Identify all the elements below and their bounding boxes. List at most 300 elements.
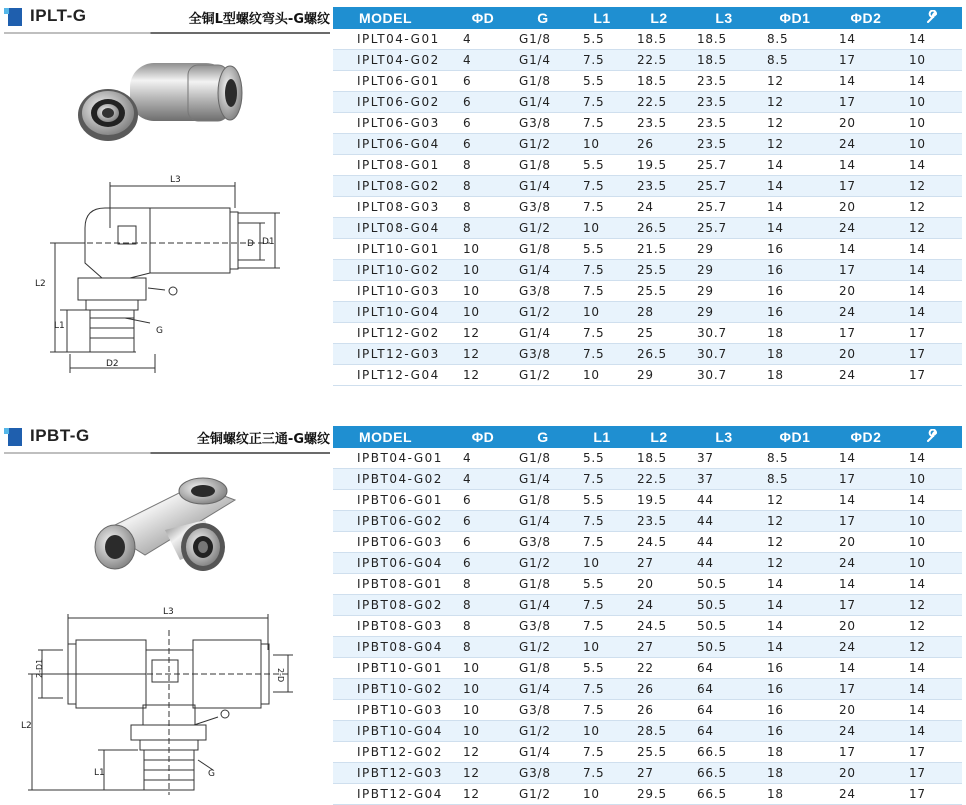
- spec-cell: 18: [759, 742, 831, 763]
- spec-cell: 30.7: [689, 365, 759, 386]
- spec-cell: 24: [831, 553, 901, 574]
- spec-cell: 14: [901, 679, 962, 700]
- table-row: [333, 679, 962, 700]
- model-cell: IPLT12-G02: [333, 323, 455, 344]
- spec-cell: 7.5: [575, 616, 629, 637]
- model-cell: IPBT08-G02: [333, 595, 455, 616]
- spec-cell: 10: [575, 721, 629, 742]
- spec-cell: 24: [831, 134, 901, 155]
- spec-cell: 5.5: [575, 448, 629, 469]
- spec-cell: 26: [629, 700, 689, 721]
- dim-label-d2: D2: [106, 359, 119, 369]
- table-row: [333, 71, 962, 92]
- model-cell: IPLT12-G04: [333, 365, 455, 386]
- spec-cell: 7.5: [575, 742, 629, 763]
- model-cell: IPLT08-G02: [333, 176, 455, 197]
- section-title: IPLT-G: [30, 6, 87, 25]
- table-row: [333, 784, 962, 805]
- spec-cell: 12: [901, 637, 962, 658]
- wrench-icon: [901, 426, 962, 448]
- spec-cell: 25.5: [629, 742, 689, 763]
- spec-cell: 6: [455, 511, 511, 532]
- spec-cell: G1/8: [511, 658, 575, 679]
- model-cell: IPLT10-G04: [333, 302, 455, 323]
- spec-cell: 14: [759, 197, 831, 218]
- spec-cell: 19.5: [629, 490, 689, 511]
- section-title: IPBT-G: [30, 426, 90, 445]
- spec-cell: 6: [455, 92, 511, 113]
- spec-cell: 20: [831, 700, 901, 721]
- column-header: ΦD2: [831, 426, 901, 448]
- spec-cell: 8: [455, 595, 511, 616]
- spec-cell: 6: [455, 134, 511, 155]
- spec-cell: 24.5: [629, 532, 689, 553]
- spec-cell: G1/4: [511, 595, 575, 616]
- spec-cell: 44: [689, 532, 759, 553]
- spec-cell: 10: [455, 239, 511, 260]
- spec-cell: 7.5: [575, 281, 629, 302]
- table-row: [333, 197, 962, 218]
- spec-table-ipbt: [333, 426, 962, 805]
- spec-cell: G3/8: [511, 532, 575, 553]
- table-row: [333, 176, 962, 197]
- dim-label-g: G: [208, 769, 215, 779]
- model-cell: IPBT12-G04: [333, 784, 455, 805]
- table-header-row: [333, 426, 962, 448]
- spec-cell: 5.5: [575, 574, 629, 595]
- spec-cell: G1/2: [511, 637, 575, 658]
- spec-cell: 17: [901, 365, 962, 386]
- column-header: ΦD: [455, 7, 511, 29]
- spec-cell: G1/2: [511, 365, 575, 386]
- spec-cell: 14: [831, 448, 901, 469]
- spec-cell: 10: [455, 260, 511, 281]
- table-row: [333, 302, 962, 323]
- spec-cell: 10: [901, 532, 962, 553]
- spec-cell: 21.5: [629, 239, 689, 260]
- spec-cell: 10: [575, 365, 629, 386]
- model-cell: IPBT06-G04: [333, 553, 455, 574]
- spec-cell: 26.5: [629, 344, 689, 365]
- spec-cell: 12: [455, 784, 511, 805]
- spec-cell: 14: [759, 595, 831, 616]
- spec-cell: 17: [831, 469, 901, 490]
- column-header: L1: [575, 426, 629, 448]
- spec-cell: 17: [831, 679, 901, 700]
- section-marker-icon: [4, 428, 22, 446]
- spec-cell: 10: [455, 658, 511, 679]
- spec-cell: 12: [455, 742, 511, 763]
- column-header: MODEL: [333, 426, 455, 448]
- model-cell: IPBT08-G01: [333, 574, 455, 595]
- spec-cell: 23.5: [689, 71, 759, 92]
- model-cell: IPBT08-G03: [333, 616, 455, 637]
- spec-cell: 14: [901, 448, 962, 469]
- dim-label-g: G: [156, 326, 163, 336]
- spec-cell: 50.5: [689, 595, 759, 616]
- spec-cell: 18: [759, 323, 831, 344]
- spec-cell: 5.5: [575, 71, 629, 92]
- spec-cell: 66.5: [689, 742, 759, 763]
- spec-cell: 24: [831, 365, 901, 386]
- spec-cell: 14: [831, 574, 901, 595]
- spec-cell: 4: [455, 29, 511, 50]
- spec-cell: 7.5: [575, 700, 629, 721]
- spec-cell: 10: [901, 469, 962, 490]
- spec-cell: 4: [455, 469, 511, 490]
- model-cell: IPLT04-G02: [333, 50, 455, 71]
- model-cell: IPBT12-G02: [333, 742, 455, 763]
- spec-cell: 17: [831, 260, 901, 281]
- spec-cell: 14: [901, 700, 962, 721]
- wrench-icon: [901, 7, 962, 29]
- spec-cell: G1/8: [511, 155, 575, 176]
- spec-cell: 14: [759, 574, 831, 595]
- spec-cell: 27: [629, 763, 689, 784]
- spec-cell: 18: [759, 365, 831, 386]
- spec-cell: G1/8: [511, 574, 575, 595]
- spec-cell: G3/8: [511, 344, 575, 365]
- spec-cell: 29: [629, 365, 689, 386]
- spec-cell: 16: [759, 679, 831, 700]
- spec-cell: 10: [901, 50, 962, 71]
- table-row: [333, 511, 962, 532]
- spec-cell: G1/8: [511, 490, 575, 511]
- spec-cell: 25.7: [689, 197, 759, 218]
- spec-cell: 16: [759, 302, 831, 323]
- spec-cell: 19.5: [629, 155, 689, 176]
- spec-cell: 14: [901, 574, 962, 595]
- spec-cell: 18.5: [629, 29, 689, 50]
- spec-cell: 25.7: [689, 155, 759, 176]
- spec-cell: 6: [455, 532, 511, 553]
- spec-cell: 20: [831, 763, 901, 784]
- spec-cell: 12: [455, 763, 511, 784]
- spec-cell: 22.5: [629, 50, 689, 71]
- spec-cell: 18.5: [689, 29, 759, 50]
- spec-cell: 5.5: [575, 155, 629, 176]
- spec-cell: 12: [759, 553, 831, 574]
- spec-cell: 5.5: [575, 29, 629, 50]
- spec-cell: 26.5: [629, 218, 689, 239]
- spec-cell: 14: [759, 616, 831, 637]
- spec-cell: 10: [901, 134, 962, 155]
- spec-cell: 17: [831, 742, 901, 763]
- spec-cell: 8.5: [759, 29, 831, 50]
- spec-cell: 14: [901, 239, 962, 260]
- section-subtitle: 全铜螺纹正三通-G螺纹: [196, 432, 330, 447]
- column-header: L2: [629, 426, 689, 448]
- model-cell: IPLT06-G04: [333, 134, 455, 155]
- column-header: G: [511, 7, 575, 29]
- dim-label-2-d: 2-D: [276, 668, 285, 683]
- column-header: MODEL: [333, 7, 455, 29]
- spec-cell: 6: [455, 71, 511, 92]
- spec-cell: G1/8: [511, 448, 575, 469]
- table-row: [333, 490, 962, 511]
- spec-cell: 22: [629, 658, 689, 679]
- table-row: [333, 239, 962, 260]
- spec-cell: 64: [689, 721, 759, 742]
- table-row: [333, 92, 962, 113]
- table-row: [333, 50, 962, 71]
- model-cell: IPBT10-G01: [333, 658, 455, 679]
- spec-cell: 8.5: [759, 448, 831, 469]
- spec-cell: 12: [901, 595, 962, 616]
- dim-label-l2: L2: [35, 279, 46, 289]
- spec-cell: 25: [629, 323, 689, 344]
- spec-cell: G1/8: [511, 29, 575, 50]
- spec-cell: 17: [831, 176, 901, 197]
- model-cell: IPBT06-G03: [333, 532, 455, 553]
- model-cell: IPLT06-G01: [333, 71, 455, 92]
- spec-cell: 25.7: [689, 218, 759, 239]
- product-photo-tee: [85, 475, 265, 585]
- spec-cell: 23.5: [689, 134, 759, 155]
- spec-cell: 10: [901, 113, 962, 134]
- spec-cell: 12: [759, 113, 831, 134]
- spec-cell: G3/8: [511, 700, 575, 721]
- spec-cell: 12: [455, 365, 511, 386]
- spec-cell: 23.5: [689, 92, 759, 113]
- spec-cell: 18.5: [629, 71, 689, 92]
- column-header: L3: [689, 426, 759, 448]
- spec-cell: 20: [831, 113, 901, 134]
- spec-cell: 18.5: [629, 448, 689, 469]
- model-cell: IPBT10-G02: [333, 679, 455, 700]
- spec-cell: 17: [901, 344, 962, 365]
- table-row: [333, 658, 962, 679]
- spec-cell: G1/8: [511, 239, 575, 260]
- spec-cell: G1/2: [511, 218, 575, 239]
- model-cell: IPBT12-G03: [333, 763, 455, 784]
- table-row: [333, 448, 962, 469]
- spec-cell: 29: [689, 239, 759, 260]
- spec-cell: 37: [689, 469, 759, 490]
- spec-cell: 10: [455, 700, 511, 721]
- spec-cell: 4: [455, 50, 511, 71]
- spec-cell: 16: [759, 239, 831, 260]
- spec-cell: 10: [575, 637, 629, 658]
- spec-cell: 16: [759, 721, 831, 742]
- spec-cell: 24: [831, 302, 901, 323]
- spec-cell: 25.7: [689, 176, 759, 197]
- spec-cell: 14: [759, 155, 831, 176]
- spec-cell: 18.5: [689, 50, 759, 71]
- spec-cell: 14: [831, 658, 901, 679]
- dim-label-d: D: [247, 239, 254, 249]
- spec-cell: 30.7: [689, 323, 759, 344]
- spec-cell: 20: [831, 532, 901, 553]
- spec-cell: 25.5: [629, 281, 689, 302]
- spec-cell: 5.5: [575, 239, 629, 260]
- spec-cell: 17: [901, 784, 962, 805]
- spec-cell: 14: [901, 281, 962, 302]
- spec-cell: 16: [759, 260, 831, 281]
- table-row: [333, 155, 962, 176]
- spec-cell: 7.5: [575, 469, 629, 490]
- column-header: ΦD1: [759, 7, 831, 29]
- spec-cell: 14: [901, 721, 962, 742]
- table-row: [333, 595, 962, 616]
- table-row: [333, 281, 962, 302]
- spec-cell: 14: [901, 260, 962, 281]
- model-cell: IPLT08-G03: [333, 197, 455, 218]
- spec-cell: 50.5: [689, 616, 759, 637]
- spec-cell: 27: [629, 637, 689, 658]
- spec-cell: 14: [759, 637, 831, 658]
- spec-cell: 14: [901, 490, 962, 511]
- model-cell: IPBT06-G02: [333, 511, 455, 532]
- table-row: [333, 574, 962, 595]
- table-row: [333, 763, 962, 784]
- spec-cell: 20: [831, 616, 901, 637]
- spec-cell: 7.5: [575, 595, 629, 616]
- spec-cell: G1/4: [511, 50, 575, 71]
- spec-cell: 17: [831, 50, 901, 71]
- spec-cell: 14: [759, 176, 831, 197]
- spec-cell: 14: [831, 155, 901, 176]
- spec-cell: 64: [689, 658, 759, 679]
- section-header: [4, 424, 330, 450]
- spec-cell: 24: [831, 784, 901, 805]
- spec-cell: 23.5: [629, 511, 689, 532]
- header-underline: [4, 32, 330, 34]
- spec-cell: 6: [455, 113, 511, 134]
- spec-cell: 10: [575, 784, 629, 805]
- spec-cell: 7.5: [575, 92, 629, 113]
- spec-cell: 17: [831, 323, 901, 344]
- table-row: [333, 700, 962, 721]
- model-cell: IPLT08-G01: [333, 155, 455, 176]
- spec-cell: 20: [831, 281, 901, 302]
- spec-cell: 12: [455, 323, 511, 344]
- model-cell: IPLT06-G03: [333, 113, 455, 134]
- spec-cell: 7.5: [575, 50, 629, 71]
- product-photo-elbow: [70, 55, 260, 150]
- spec-cell: 7.5: [575, 197, 629, 218]
- model-cell: IPLT12-G03: [333, 344, 455, 365]
- spec-cell: 8: [455, 637, 511, 658]
- spec-cell: G3/8: [511, 763, 575, 784]
- model-cell: IPBT10-G03: [333, 700, 455, 721]
- spec-cell: G1/4: [511, 176, 575, 197]
- spec-cell: 29: [689, 260, 759, 281]
- spec-cell: G1/2: [511, 721, 575, 742]
- spec-cell: 7.5: [575, 679, 629, 700]
- spec-cell: 20: [831, 197, 901, 218]
- spec-cell: 44: [689, 490, 759, 511]
- spec-cell: 17: [831, 595, 901, 616]
- spec-cell: 8.5: [759, 50, 831, 71]
- spec-cell: 16: [759, 658, 831, 679]
- spec-cell: 10: [901, 92, 962, 113]
- table-row: [333, 29, 962, 50]
- spec-cell: 14: [759, 218, 831, 239]
- spec-cell: 16: [759, 700, 831, 721]
- table-row: [333, 616, 962, 637]
- spec-cell: 14: [831, 71, 901, 92]
- spec-cell: 10: [575, 553, 629, 574]
- spec-cell: 50.5: [689, 637, 759, 658]
- dim-label-l2: L2: [21, 721, 32, 731]
- spec-cell: 24: [629, 197, 689, 218]
- spec-cell: 66.5: [689, 784, 759, 805]
- spec-cell: 64: [689, 679, 759, 700]
- spec-cell: 23.5: [629, 176, 689, 197]
- spec-cell: 29: [689, 302, 759, 323]
- spec-cell: 28.5: [629, 721, 689, 742]
- model-cell: IPLT10-G01: [333, 239, 455, 260]
- spec-cell: 10: [455, 302, 511, 323]
- spec-cell: 12: [759, 490, 831, 511]
- spec-cell: 29.5: [629, 784, 689, 805]
- spec-cell: 24: [629, 595, 689, 616]
- spec-cell: 26: [629, 679, 689, 700]
- column-header: L1: [575, 7, 629, 29]
- spec-cell: 14: [901, 658, 962, 679]
- spec-cell: 7.5: [575, 532, 629, 553]
- section-subtitle: 全铜L型螺纹弯头-G螺纹: [188, 12, 330, 27]
- column-header: ΦD: [455, 426, 511, 448]
- spec-cell: G1/4: [511, 469, 575, 490]
- spec-cell: 7.5: [575, 323, 629, 344]
- spec-cell: G3/8: [511, 281, 575, 302]
- spec-cell: 18: [759, 763, 831, 784]
- spec-cell: G3/8: [511, 197, 575, 218]
- model-cell: IPLT06-G02: [333, 92, 455, 113]
- dim-label-l1: L1: [94, 768, 105, 778]
- spec-cell: 24: [831, 637, 901, 658]
- spec-cell: 12: [901, 197, 962, 218]
- spec-cell: 16: [759, 281, 831, 302]
- spec-cell: 10: [455, 679, 511, 700]
- spec-cell: 23.5: [689, 113, 759, 134]
- spec-cell: 24: [831, 218, 901, 239]
- spec-cell: G1/2: [511, 134, 575, 155]
- table-row: [333, 134, 962, 155]
- spec-cell: 10: [455, 721, 511, 742]
- section-ipbt: [0, 420, 966, 803]
- spec-cell: 7.5: [575, 260, 629, 281]
- spec-cell: 14: [901, 71, 962, 92]
- spec-cell: 25.5: [629, 260, 689, 281]
- spec-cell: 10: [901, 511, 962, 532]
- spec-cell: 10: [575, 218, 629, 239]
- spec-cell: G1/8: [511, 71, 575, 92]
- spec-cell: 44: [689, 553, 759, 574]
- section-marker-icon: [4, 8, 22, 26]
- spec-cell: 17: [901, 742, 962, 763]
- dim-label-l1: L1: [54, 321, 65, 331]
- spec-cell: 17: [901, 763, 962, 784]
- model-cell: IPBT04-G02: [333, 469, 455, 490]
- table-row: [333, 637, 962, 658]
- table-row: [333, 218, 962, 239]
- model-cell: IPBT08-G04: [333, 637, 455, 658]
- spec-cell: 18: [759, 344, 831, 365]
- spec-cell: 12: [759, 134, 831, 155]
- spec-cell: 20: [629, 574, 689, 595]
- spec-cell: 24.5: [629, 616, 689, 637]
- dim-label-d1: D1: [262, 237, 275, 247]
- spec-cell: 12: [759, 92, 831, 113]
- spec-cell: 10: [455, 281, 511, 302]
- spec-cell: 7.5: [575, 113, 629, 134]
- spec-cell: 22.5: [629, 469, 689, 490]
- spec-cell: 10: [901, 553, 962, 574]
- spec-cell: 10: [575, 134, 629, 155]
